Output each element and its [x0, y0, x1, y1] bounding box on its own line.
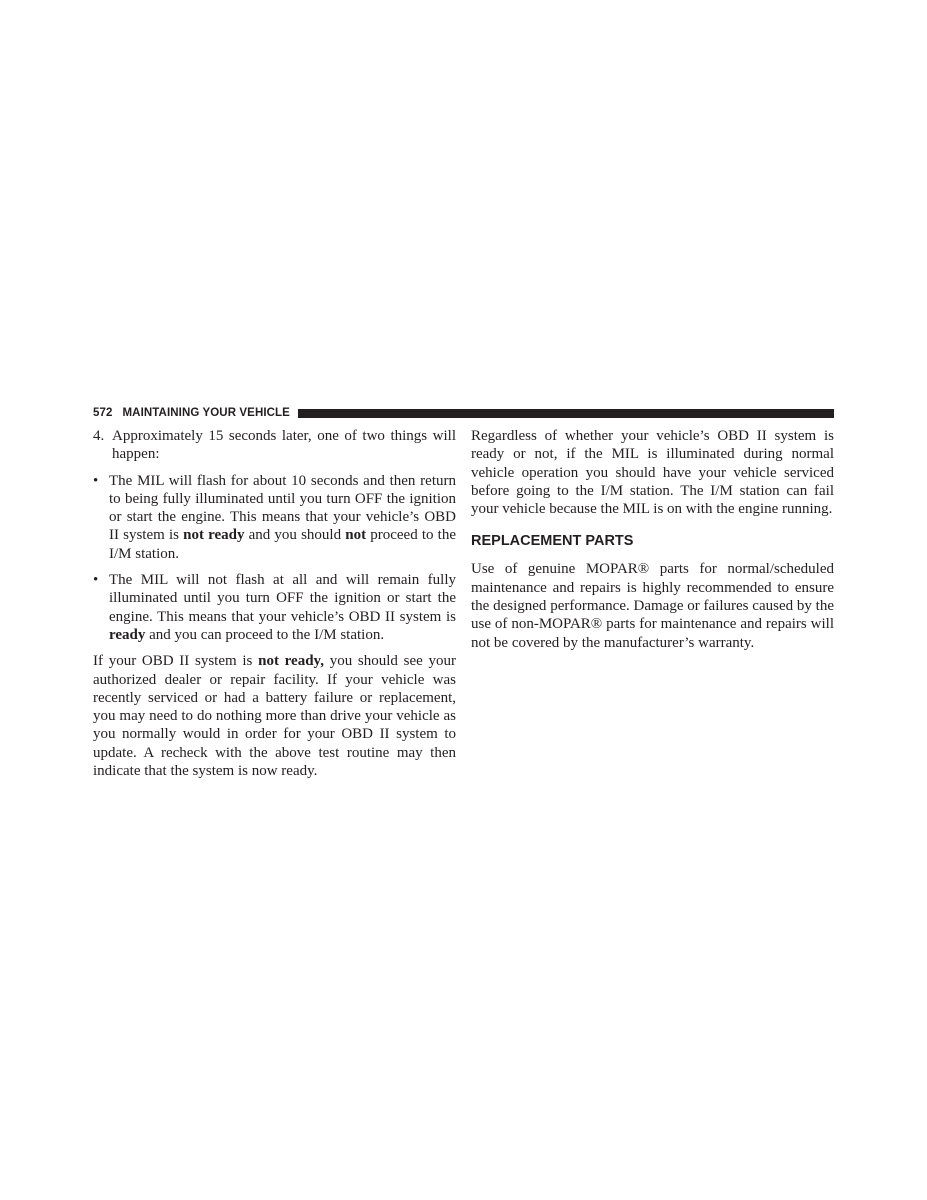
bold-text: not ready — [183, 527, 245, 544]
bold-text: not ready, — [258, 653, 324, 670]
bold-text: ready — [109, 626, 146, 643]
right-column — [471, 427, 834, 662]
paragraph-text: you should see your authorized dealer or repair facility. If your vehicle was recently serviced or had a battery failure or replacement, you may need to do nothing more than drive your vehicle as you normally would in order for your OBD II system to update. A recheck with the above test routine may then indicate that the system is now ready. — [93, 653, 456, 780]
step-text: Approximately 15 seconds later, one of two things will happen: — [112, 428, 456, 463]
left-column — [93, 427, 456, 790]
body-paragraph: Regardless of whether your vehicle’s OBD II system is ready or not, if the MIL is illuminated during normal vehicle operation you should have your vehicle serviced before going to the I/M station. The I/M station can fail your vehicle because the MIL is on with the engine running. — [471, 428, 834, 518]
header-rule — [298, 409, 834, 418]
bullet-item — [93, 472, 456, 563]
body-paragraph — [93, 652, 456, 780]
bullet-text: and you should — [244, 527, 346, 544]
bullet-text: and you can proceed to the I/M station. — [145, 626, 385, 643]
bullet-text: The MIL will flash for about 10 seconds and then return to being fully illuminated until you turn OFF the ignition or start the engine. This means that your vehicle’s OBD II system is — [109, 472, 456, 544]
bullet-symbol: • — [93, 472, 99, 489]
numbered-step — [93, 427, 456, 464]
bullet-text: The MIL will not flash at all and will remain fully illuminated until you turn OFF the ignition or start the engine. This means that your vehicle’s OBD II system is — [109, 572, 456, 625]
step-number: 4. — [93, 428, 105, 444]
bullet-item — [93, 571, 456, 644]
bullet-text: proceed to the I/M station. — [109, 527, 456, 562]
section-heading: REPLACEMENT PARTS — [471, 533, 634, 550]
page-number: 572 — [93, 407, 113, 419]
bullet-symbol: • — [93, 572, 99, 589]
section-title: MAINTAINING YOUR VEHICLE — [122, 407, 290, 419]
body-paragraph: Use of genuine MOPAR® parts for normal/scheduled maintenance and repairs is highly recommended to ensure the designed performance. Damage or failures caused by the use of non-MOPAR® parts for maintenance and repairs will not be covered by the manufacturer’s warranty. — [471, 561, 834, 651]
paragraph-text: If your OBD II system is — [93, 653, 259, 670]
bold-text: not — [345, 527, 367, 544]
page-header — [93, 405, 834, 421]
